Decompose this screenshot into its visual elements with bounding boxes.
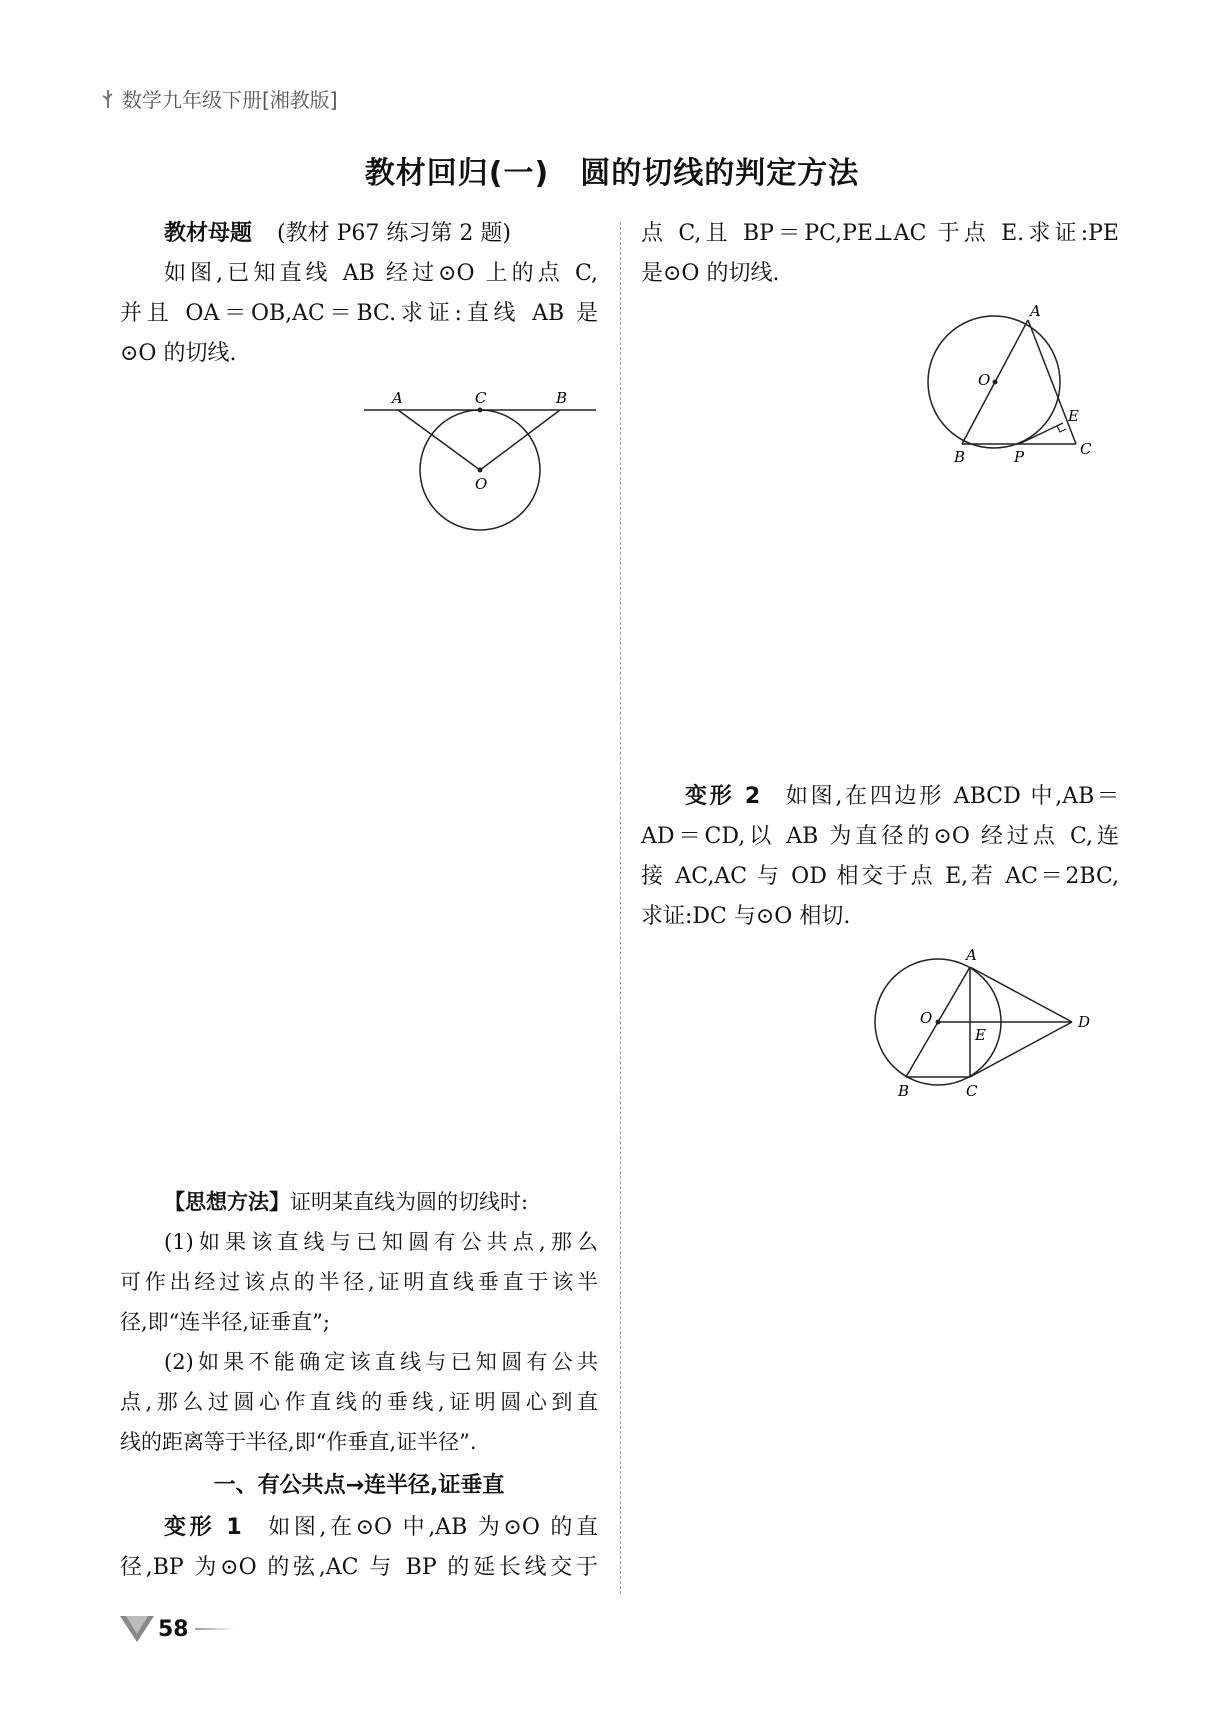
segment-oa <box>398 410 480 470</box>
label-d: D <box>1078 1013 1091 1031</box>
variant-2-label: 变形 2 <box>685 784 761 809</box>
label-c: C <box>1080 440 1092 458</box>
variant-1-line-3: 点 C,且 BP＝PC,PE⊥AC 于点 E.求证:PE <box>641 221 1119 246</box>
variant-2-figure <box>862 944 1112 1104</box>
method-p1-line-3: 径,即“连半径,证垂直”; <box>120 1310 330 1334</box>
label-o: O <box>475 475 488 493</box>
segment-pe <box>1019 423 1063 444</box>
point-o <box>993 380 998 385</box>
footer-rule <box>195 1628 235 1630</box>
mother-problem <box>120 214 598 374</box>
label-a: A <box>392 389 403 407</box>
point-o <box>478 468 483 473</box>
label-b: B <box>954 448 966 466</box>
method-p2-line-2: 点,那么过圆心作直线的垂线,证明圆心到直 <box>120 1390 598 1414</box>
mother-line-1: 如图,已知直线 AB 经过⊙O 上的点 C, <box>164 261 598 286</box>
mother-figure <box>360 388 600 538</box>
mother-label: 教材母题 <box>164 221 253 246</box>
page-number: 58 <box>158 1616 189 1642</box>
method-p2-line-1: (2)如果不能确定该直线与已知圆有公共 <box>164 1350 598 1374</box>
variant-2-line-4: 求证:DC 与⊙O 相切. <box>641 904 851 929</box>
method-label: 【思想方法】 <box>164 1190 290 1214</box>
label-e: E <box>1068 407 1079 425</box>
variant-1-left <box>120 1508 598 1588</box>
label-b: B <box>556 389 568 407</box>
label-o: O <box>920 1009 933 1027</box>
point-o <box>936 1020 941 1025</box>
variant-2-line-2: AD＝CD,以 AB 为直径的⊙O 经过点 C,连 <box>641 824 1119 849</box>
running-header <box>100 84 338 113</box>
variant-1-line-4: 是⊙O 的切线. <box>641 261 780 286</box>
method-intro: 证明某直线为圆的切线时: <box>290 1190 529 1214</box>
variant-2-line-3: 接 AC,AC 与 OD 相交于点 E,若 AC＝2BC, <box>641 864 1119 889</box>
variant-1-label: 变形 1 <box>164 1515 242 1540</box>
label-o: O <box>978 371 991 389</box>
leaf-mark-icon <box>100 88 114 110</box>
variant-1-line-1: 如图,在⊙O 中,AB 为⊙O 的直 <box>268 1515 599 1540</box>
method-p1-line-1: (1)如果该直线与已知圆有公共点,那么 <box>164 1230 598 1254</box>
label-e: E <box>975 1026 986 1044</box>
mother-line-3: ⊙O 的切线. <box>120 341 237 366</box>
mother-source: (教材 P67 练习第 2 题) <box>277 221 511 246</box>
point-c <box>478 408 483 413</box>
variant-1-line-2: 径,BP 为⊙O 的弦,AC 与 BP 的延长线交于 <box>120 1555 598 1580</box>
method-p1-line-2: 可作出经过该点的半径,证明直线垂直于该半 <box>120 1270 598 1294</box>
page-title: 教材回归(一) 圆的切线的判定方法 <box>364 156 860 191</box>
right-angle-mark <box>1057 426 1066 432</box>
mother-line-2: 并且 OA＝OB,AC＝BC.求证:直线 AB 是 <box>120 301 598 326</box>
label-c: C <box>475 389 487 407</box>
label-b: B <box>898 1082 910 1100</box>
label-c: C <box>966 1082 978 1100</box>
page-marker-icon <box>120 1614 154 1644</box>
label-p: P <box>1014 448 1025 466</box>
variant-1-figure <box>918 302 1108 468</box>
method-p2-line-3: 线的距离等于半径,即“作垂直,证半径”. <box>120 1430 477 1454</box>
column-divider <box>620 222 621 1594</box>
page-footer <box>120 1614 235 1644</box>
variant-1-right <box>641 214 1119 294</box>
book-title: 数学九年级下册[湘教版] <box>122 88 338 112</box>
method-block <box>120 1182 598 1462</box>
label-a: A <box>966 946 977 964</box>
label-a: A <box>1030 302 1041 320</box>
segment-ac <box>1028 320 1076 444</box>
section-heading-1: 一、有公共点→连半径,证垂直 <box>213 1473 505 1498</box>
segment-ad <box>970 967 1072 1022</box>
variant-2 <box>641 777 1119 937</box>
variant-2-line-1: 如图,在四边形 ABCD 中,AB＝ <box>785 784 1119 809</box>
segment-ob <box>480 410 560 470</box>
